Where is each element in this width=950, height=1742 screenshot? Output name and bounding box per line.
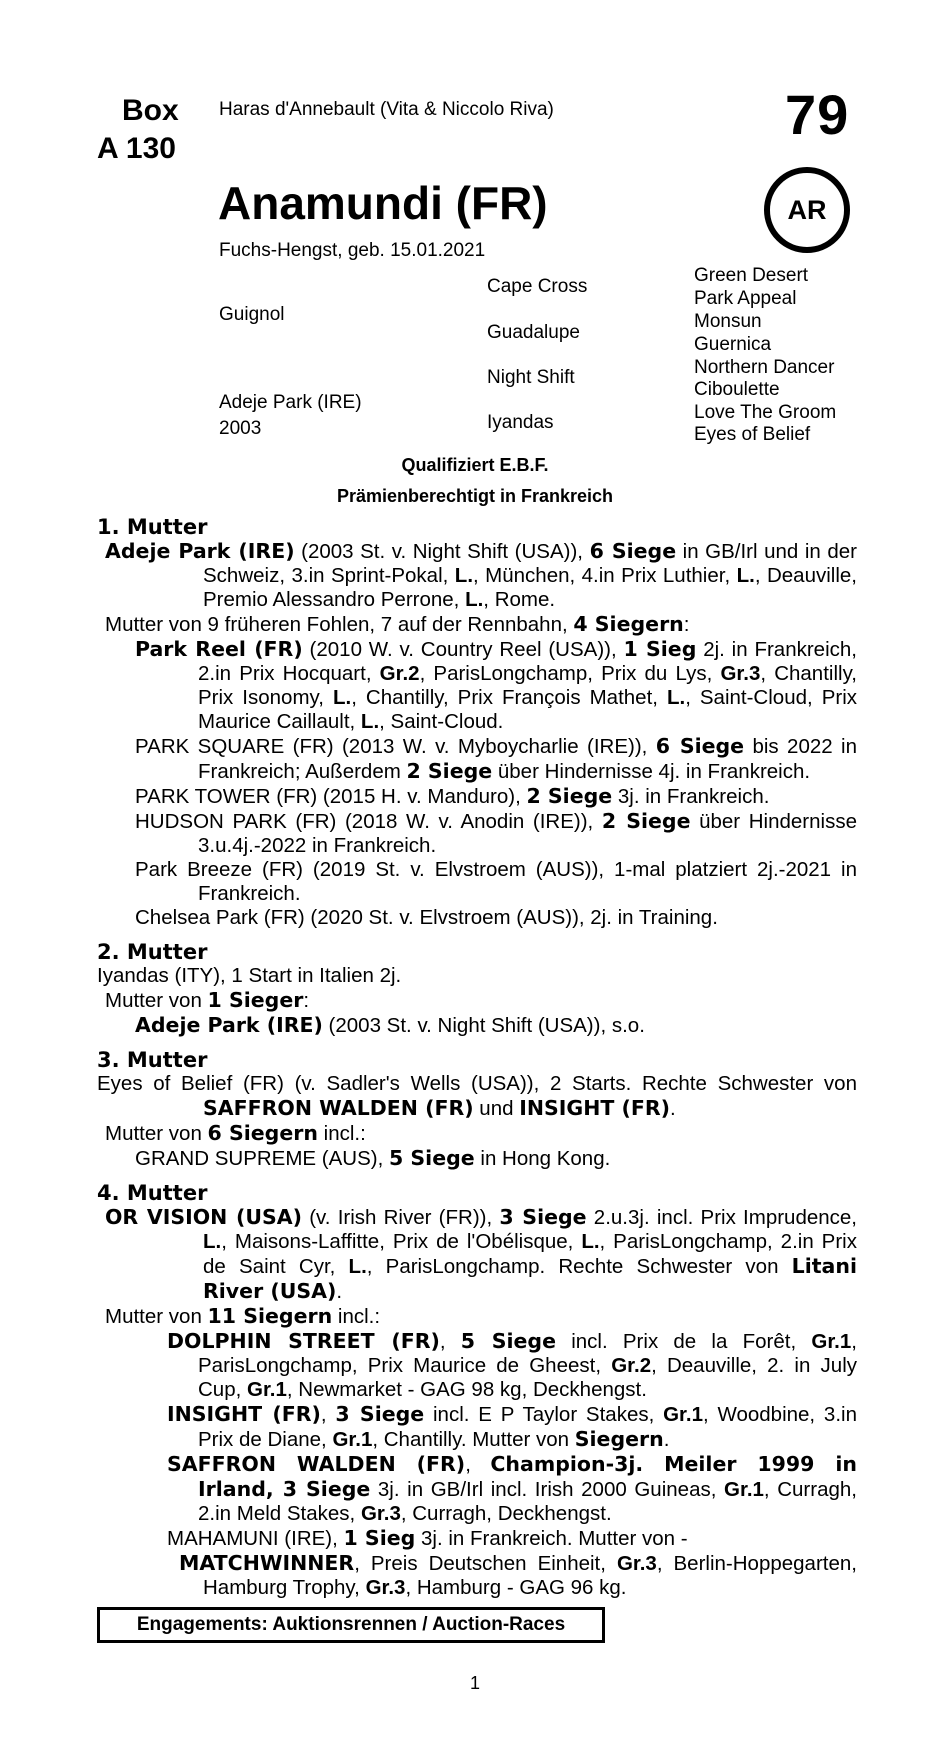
fourth-dam-produce: Mutter von 11 Siegern incl.: (105, 1304, 381, 1328)
offspring-entry: MAHAMUNI (IRE), 1 Sieg 3j. in Frankreich. Mutter von - (167, 1526, 688, 1550)
ar-badge (764, 167, 850, 253)
offspring-entry: MATCHWINNER, Preis Deutschen Einheit, Gr.3, Berlin-Hoppegarten, Hamburg Trophy, Gr.3, Hamburg - GAG 96 kg. (179, 1551, 857, 1599)
page-number: 1 (469, 1673, 480, 1693)
pedigree-dam: Adeje Park (IRE) (219, 392, 362, 413)
offspring-entry: SAFFRON WALDEN (FR), Champion-3j. Meiler 1999 in Irland, 3 Siege 3j. in GB/Irl incl. Irish 2000 Guineas, Gr.1, Curragh, 2.in Meld Stakes, Gr.3, Curragh, Deckhengst. (167, 1452, 857, 1525)
pedigree-grandparent: Iyandas (487, 412, 554, 433)
pedigree-dam-year: 2003 (219, 418, 262, 439)
section-title-1: 1. Mutter (97, 515, 208, 539)
offspring-entry: GRAND SUPREME (AUS), 5 Siege in Hong Kong. (135, 1146, 611, 1170)
pedigree-great-grandparent: Green Desert (694, 265, 809, 286)
qualification-premium: Prämienberechtigt in Frankreich (336, 486, 614, 506)
box-number: A 130 (97, 132, 176, 165)
offspring-entry: Adeje Park (IRE) (2003 St. v. Night Shift (USA)), s.o. (135, 1013, 645, 1037)
first-dam-record: Adeje Park (IRE) (2003 St. v. Night Shift (USA)), 6 Siege in GB/Irl und in der Schweiz, 3.in Sprint-Pokal, L., München, 4.in Prix Luthier, L., Deauville, Premio Alessandro Perrone, L., Rome. (105, 539, 857, 611)
lot-number: 79 (785, 83, 850, 146)
section-title-3: 3. Mutter (97, 1048, 208, 1072)
horse-name: Anamundi (FR) (218, 177, 548, 229)
qualification-ebf: Qualifiziert E.B.F. (401, 455, 549, 475)
engagements-box (97, 1607, 605, 1643)
pedigree-great-grandparent: Park Appeal (694, 288, 797, 309)
offspring-entry: DOLPHIN STREET (FR), 5 Siege incl. Prix de la Forêt, Gr.1, ParisLongchamp, Prix Maurice de Gheest, Gr.2, Deauville, 2. in July Cup, Gr.1, Newmarket - GAG 98 kg, Deckhengst. (167, 1329, 857, 1401)
engagements-label: Engagements: Auktionsrennen / Auction-Races (136, 1614, 566, 1635)
breeder: Haras d'Annebault (Vita & Niccolo Riva) (219, 99, 554, 120)
offspring-entry: HUDSON PARK (FR) (2018 W. v. Anodin (IRE)), 2 Siege über Hindernisse 3.u.4j.-2022 in Frankreich. (135, 809, 857, 857)
third-dam-produce: Mutter von 6 Siegern incl.: (105, 1121, 366, 1145)
offspring-entry: Park Reel (FR) (2010 W. v. Country Reel (USA)), 1 Sieg 2j. in Frankreich, 2.in Prix Hocquart, Gr.2, ParisLongchamp, Prix du Lys, Gr.3, Chantilly, Prix Isonomy, L., Chantilly, Prix François Mathet, L., Saint-Cloud, Prix Maurice Caillault, L., Saint-Cloud. (135, 637, 857, 733)
offspring-entry: PARK SQUARE (FR) (2013 W. v. Myboycharlie (IRE)), 6 Siege bis 2022 in Frankreich; Außerdem 2 Siege über Hindernisse 4j. in Frankreich. (135, 734, 857, 783)
pedigree-grandparent: Cape Cross (487, 276, 588, 297)
pedigree-sire: Guignol (219, 304, 285, 325)
offspring-entry: Chelsea Park (FR) (2020 St. v. Elvstroem (AUS)), 2j. in Training. (135, 906, 718, 929)
first-dam-produce: Mutter von 9 früheren Fohlen, 7 auf der Rennbahn, 4 Siegern: (105, 612, 690, 636)
section-title-2: 2. Mutter (97, 940, 208, 964)
pedigree-grandparent: Night Shift (487, 367, 575, 388)
fourth-dam-record: OR VISION (USA) (v. Irish River (FR)), 3 Siege 2.u.3j. incl. Prix Imprudence, L., Maisons-Laffitte, Prix de l'Obélisque, L., ParisLongchamp, 2.in Prix de Saint Cyr, L., ParisLongchamp. Rechte Schwester von Litani River (USA). (105, 1205, 857, 1303)
second-dam-record: Iyandas (ITY), 1 Start in Italien 2j. (97, 964, 402, 987)
pedigree-great-grandparent: Northern Dancer (694, 357, 835, 378)
offspring-entry: PARK TOWER (FR) (2015 H. v. Manduro), 2 Siege 3j. in Frankreich. (135, 784, 770, 808)
pedigree-grandparent: Guadalupe (487, 322, 580, 343)
pedigree-great-grandparent: Monsun (694, 311, 762, 332)
pedigree-great-grandparent: Eyes of Belief (694, 424, 811, 445)
pedigree-details (97, 515, 857, 1600)
third-dam-record: Eyes of Belief (FR) (v. Sadler's Wells (USA)), 2 Starts. Rechte Schwester von SAFFRON WALDEN (FR) und INSIGHT (FR). (97, 1072, 857, 1120)
second-dam-produce: Mutter von 1 Sieger: (105, 988, 310, 1012)
box-label: Box (122, 94, 179, 127)
section-title-4: 4. Mutter (97, 1181, 208, 1205)
pedigree-great-grandparent: Ciboulette (694, 379, 780, 400)
pedigree-great-grandparent: Love The Groom (694, 402, 837, 423)
ar-badge-label: AR (787, 194, 827, 225)
horse-description: Fuchs-Hengst, geb. 15.01.2021 (219, 240, 486, 261)
offspring-entry: Park Breeze (FR) (2019 St. v. Elvstroem (AUS)), 1-mal platziert 2j.-2021 in Frankreich. (135, 858, 857, 905)
pedigree-great-grandparent: Guernica (694, 334, 772, 355)
offspring-entry: INSIGHT (FR), 3 Siege incl. E P Taylor Stakes, Gr.1, Woodbine, 3.in Prix de Diane, Gr.1, Chantilly. Mutter von Siegern. (167, 1402, 857, 1451)
